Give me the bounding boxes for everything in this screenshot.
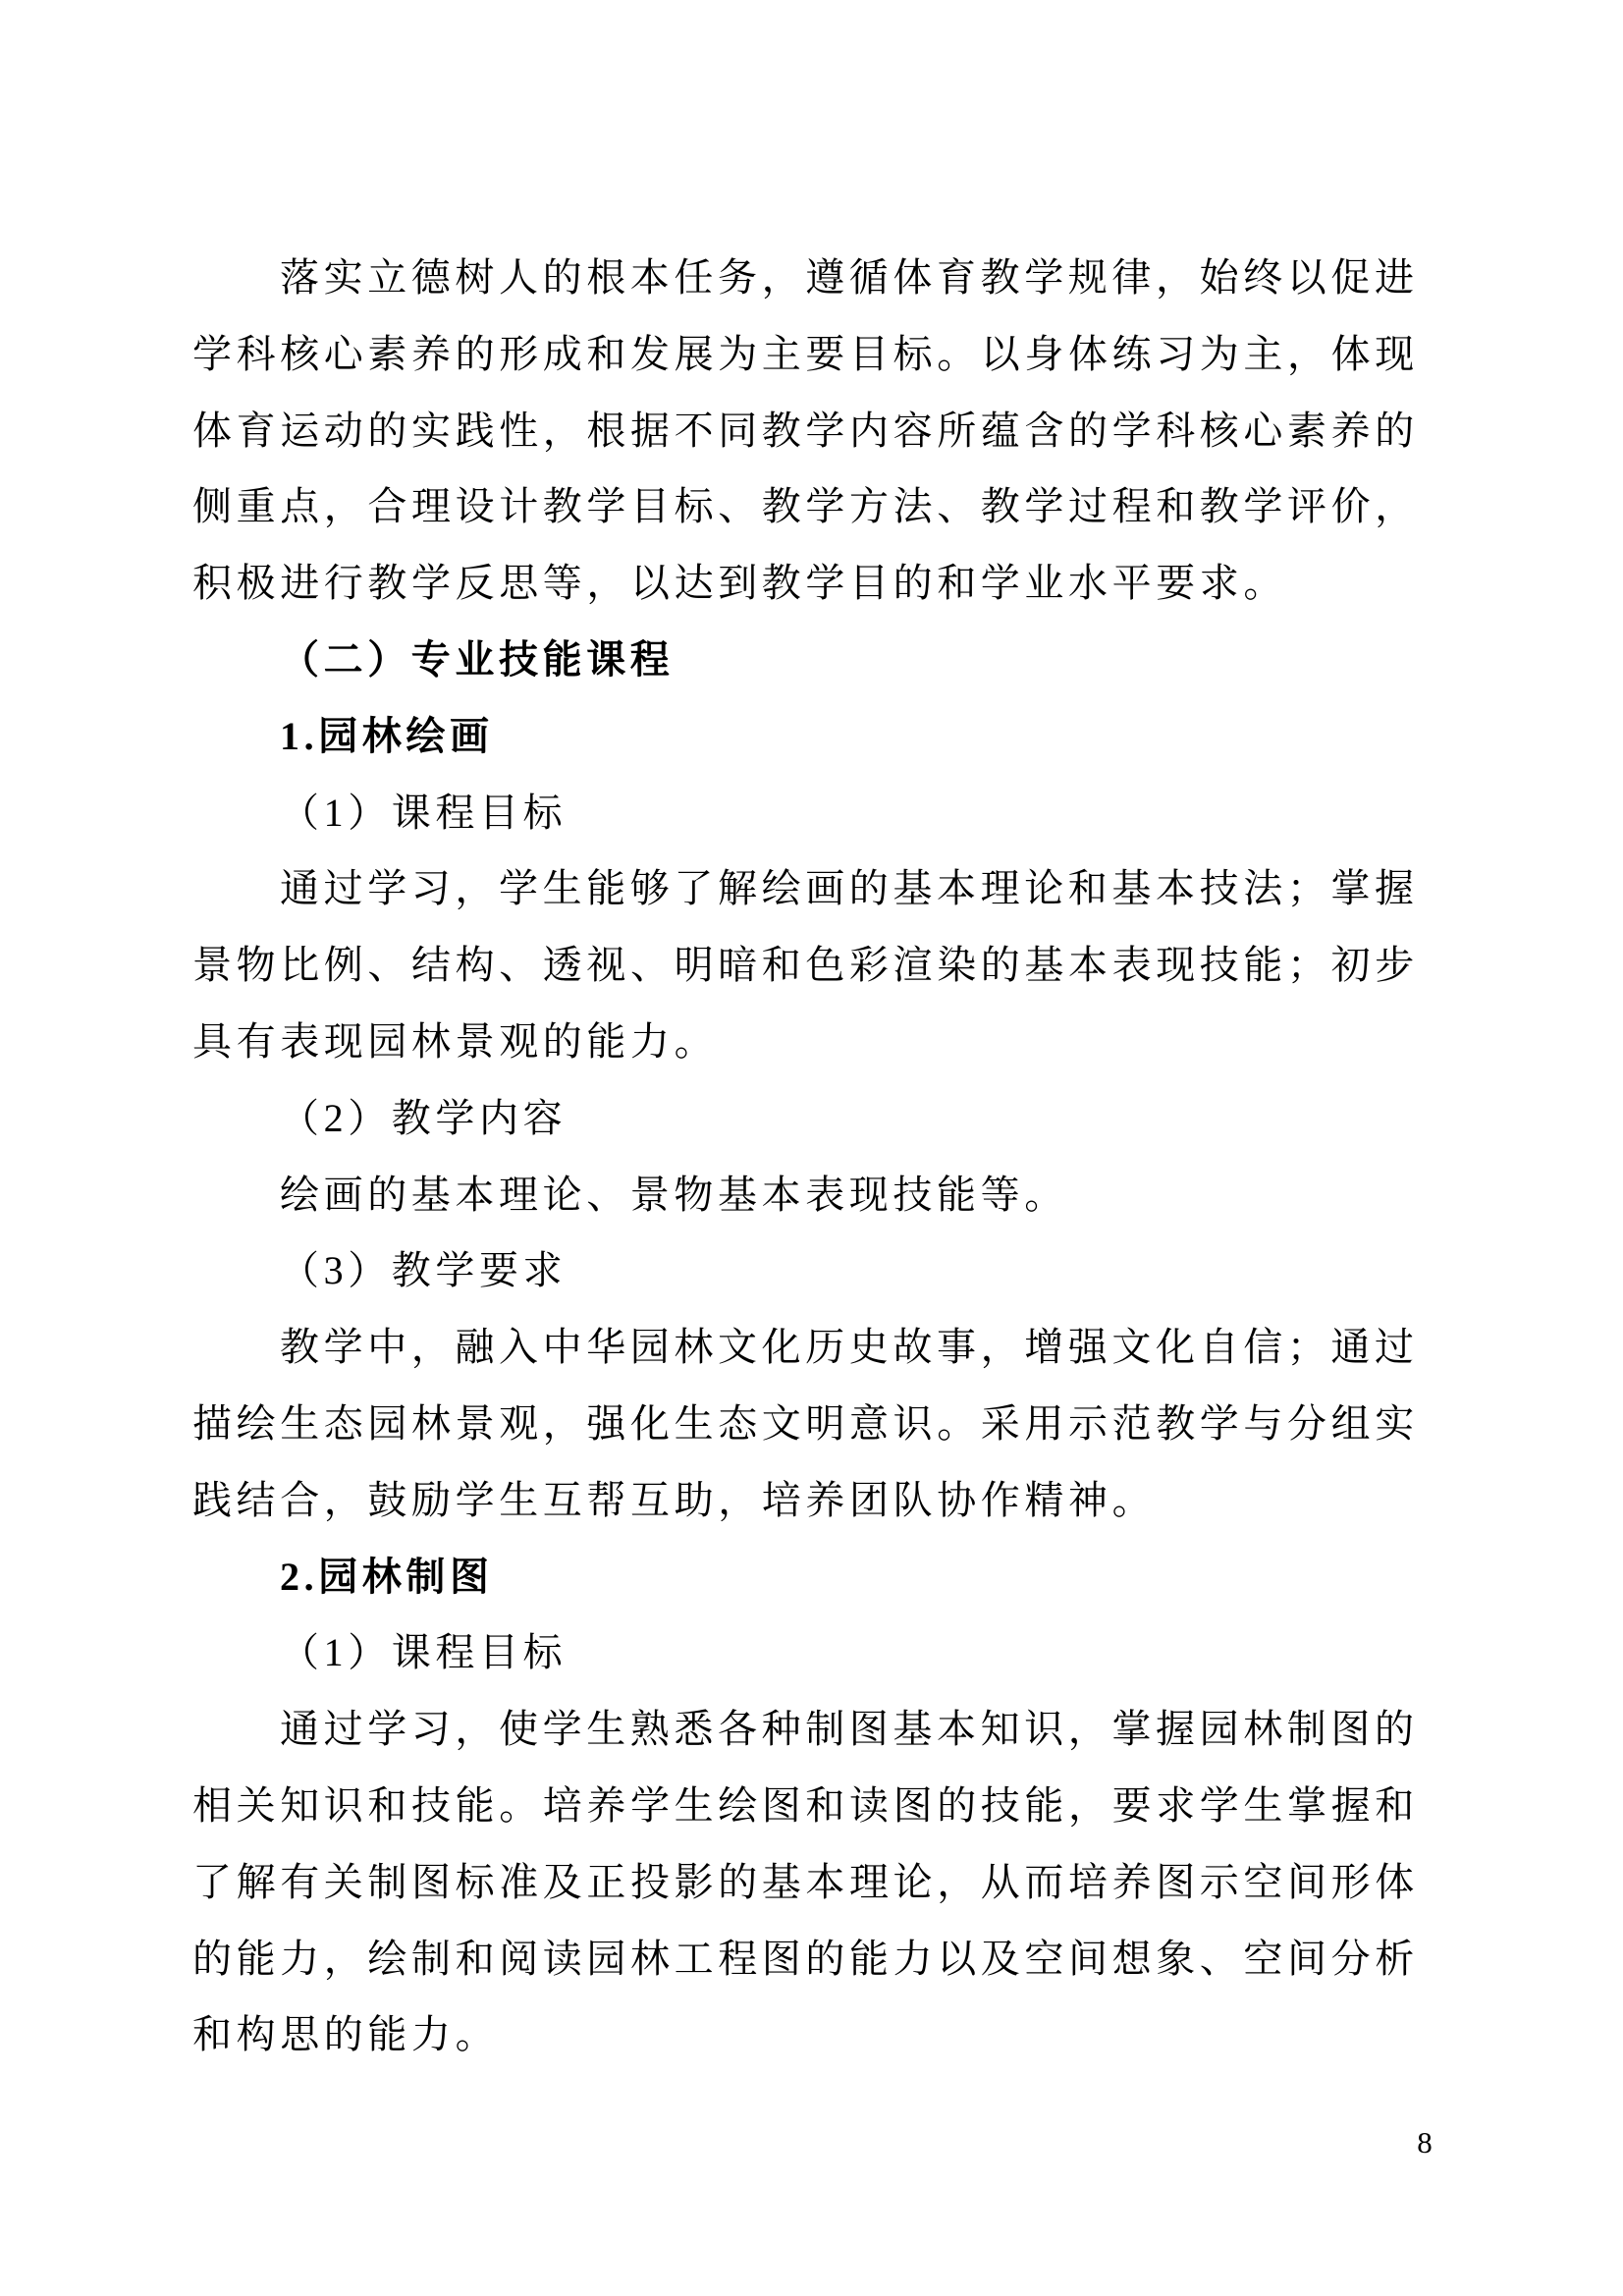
- text-line: 通过学习，使学生熟悉各种制图基本知识，掌握园林制图的: [280, 1707, 1419, 1752]
- text-line: 落实立德树人的根本任务，遵循体育教学规律，始终以促进: [280, 255, 1419, 300]
- text-line: 2.园林制图: [280, 1554, 494, 1599]
- text-line: 了解有关制图标准及正投影的基本理论，从而培养图示空间形体: [192, 1859, 1419, 1904]
- text-line: 相关知识和技能。培养学生绘图和读图的技能，要求学生掌握和: [192, 1782, 1419, 1828]
- text-line: （3）教学要求: [280, 1248, 568, 1293]
- page-number: 8: [1417, 2125, 1433, 2159]
- text-line: （2）教学内容: [280, 1095, 568, 1140]
- text-line: 的能力，绘制和阅读园林工程图的能力以及空间想象、空间分析: [192, 1936, 1419, 1981]
- text-line: 1.园林绘画: [280, 713, 494, 758]
- text-line: 描绘生态园林景观，强化生态文明意识。采用示范教学与分组实: [192, 1400, 1419, 1446]
- text-line: 通过学习，学生能够了解绘画的基本理论和基本技法；掌握: [280, 866, 1419, 911]
- text-block: [192, 240, 1434, 2073]
- text-line: 体育运动的实践性，根据不同教学内容所蕴含的学科核心素养的: [192, 408, 1419, 453]
- text-line: 景物比例、结构、透视、明暗和色彩渲染的基本表现技能；初步: [192, 943, 1419, 988]
- text-line: 积极进行教学反思等，以达到教学目的和学业水平要求。: [192, 561, 1287, 606]
- text-line: 和构思的能力。: [192, 2012, 500, 2057]
- text-line: 教学中，融入中华园林文化历史故事，增强文化自信；通过: [280, 1325, 1419, 1370]
- text-line: 践结合，鼓励学生互帮互助，培养团队协作精神。: [192, 1477, 1157, 1522]
- text-line: 具有表现园林景观的能力。: [192, 1018, 719, 1064]
- text-line: （1）课程目标: [280, 790, 568, 835]
- text-line: 学科核心素养的形成和发展为主要目标。以身体练习为主，体现: [192, 331, 1419, 376]
- text-line: 绘画的基本理论、景物基本表现技能等。: [280, 1172, 1068, 1217]
- text-line: （二）专业技能课程: [280, 636, 675, 682]
- text-line: 侧重点，合理设计教学目标、教学方法、教学过程和教学评价，: [192, 484, 1419, 529]
- text-line: （1）课程目标: [280, 1630, 568, 1675]
